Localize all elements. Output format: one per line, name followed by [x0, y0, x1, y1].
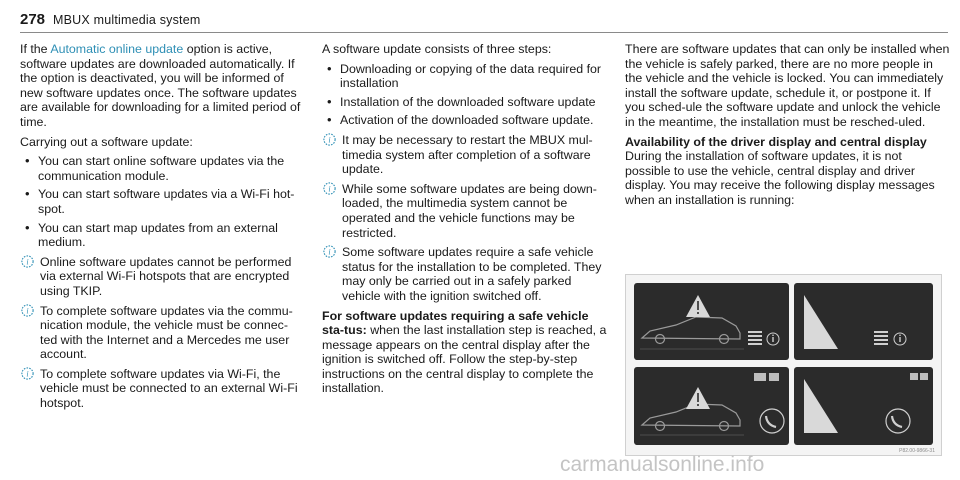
note: i It may be necessary to restart the MBUX mul-timedia system after completion of a software update.	[322, 133, 612, 177]
intro-paragraph: If the Automatic online update option is active, software updates are downloaded automatically. If the option is deactivated, you will be informed of new software updates once. The software updates are available for downloading for a limited period of time.	[20, 42, 301, 129]
list-item: • Installation of the downloaded software update	[322, 95, 612, 110]
note: i While some software updates are being down-loaded, the multimedia system cannot be operated and the vehicle functions may be restricted.	[322, 182, 612, 240]
update-methods-list	[20, 154, 305, 250]
info-icon	[21, 304, 34, 317]
driver-display-call-screen	[634, 367, 789, 445]
note: i Online software updates cannot be performed via external Wi-Fi hotspots that are encrypted using TKIP.	[20, 255, 305, 299]
page-number: 278	[20, 11, 46, 28]
running-title: MBUX multimedia system	[53, 13, 201, 27]
availability-heading: Availability of the driver display and central display	[625, 134, 927, 149]
carrying-out-label: Carrying out a software update:	[20, 134, 193, 149]
info-icon	[323, 182, 336, 195]
safe-status-heading: For software updates requiring a safe vehicle sta-tus:	[322, 308, 589, 338]
column-left	[20, 42, 305, 416]
column-right	[625, 42, 950, 213]
svg-text:i: i	[26, 369, 29, 379]
list-item: • Downloading or copying of the data required for installation	[322, 62, 612, 91]
central-display-screen	[794, 283, 933, 360]
driver-display-screen	[634, 283, 789, 360]
column-middle	[322, 42, 612, 401]
svg-text:i: i	[328, 184, 331, 194]
list-item: • You can start online software updates via the communication module.	[20, 154, 305, 183]
steps-intro: A software update consists of three steps:	[322, 42, 552, 56]
list-item: • Activation of the downloaded software update.	[322, 113, 612, 128]
svg-text:i: i	[328, 135, 331, 145]
info-icon	[323, 133, 336, 146]
figure-label: P82.00-9866-31	[899, 448, 935, 454]
parked-paragraph: There are software updates that can only be installed when the vehicle is safely parked, there are no more people in the vehicle and the vehicle is locked. You can immediately install the software update, schedule it, or postpone it. If you sched-ule the software update and unlock the vehicle in the meantime, the installation must be resched-uled.	[625, 42, 950, 129]
svg-text:i: i	[26, 257, 29, 267]
note: i To complete software updates via Wi-Fi, the vehicle must be connected to an external Wi-Fi hotspot.	[20, 367, 305, 411]
svg-text:i: i	[328, 247, 331, 257]
availability-paragraph: During the installation of software updates, it is not possible to use the vehicle, central display and driver display. You may receive the following display messages when an installation is running:	[625, 149, 935, 207]
page-header	[20, 10, 948, 33]
safe-status-paragraph: For software updates requiring a safe vehicle sta-tus: when the last installation step is reached, a message appears on the central display after the ignition is switched off. Follow the step-by-step instructions on the central display to complete the installation.	[322, 308, 607, 396]
info-icon	[21, 255, 34, 268]
display-messages-figure	[625, 274, 942, 456]
note: i Some software updates require a safe vehicle status for the installation to be completed. They may only be carried out in a safely parked vehicle with the ignition switched off.	[322, 245, 612, 303]
list-item: • You can start map updates from an external medium.	[20, 221, 305, 250]
svg-text:i: i	[26, 306, 29, 316]
info-icon	[323, 245, 336, 258]
info-icon	[21, 367, 34, 380]
watermark: carmanualsonline.info	[560, 453, 765, 476]
automatic-online-update-link[interactable]: Automatic online update	[50, 42, 184, 56]
central-display-call-screen	[794, 367, 933, 445]
note: i To complete software updates via the commu-nication module, the vehicle must be connec-ted with the Internet and a Mercedes me user account.	[20, 304, 305, 362]
update-steps-list	[322, 62, 612, 128]
list-item: • You can start software updates via a Wi-Fi hot-spot.	[20, 187, 305, 216]
